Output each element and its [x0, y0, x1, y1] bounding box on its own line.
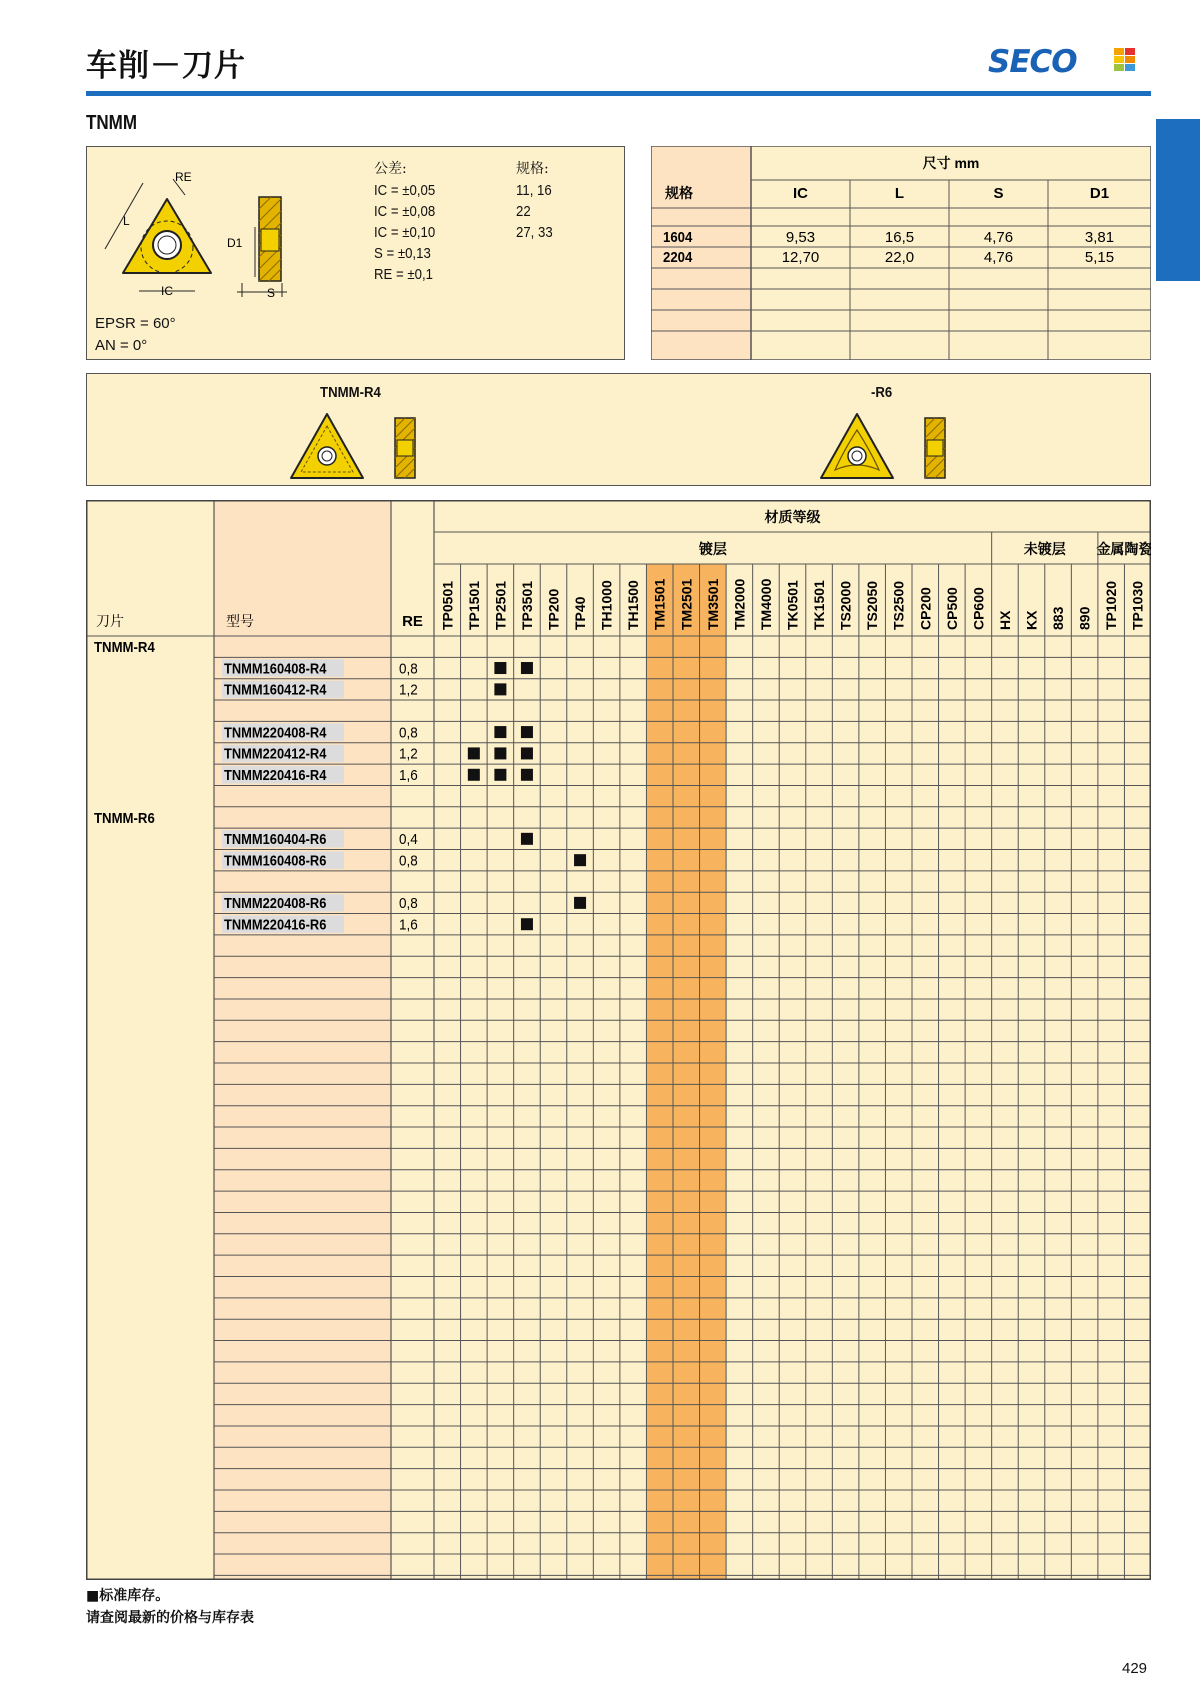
- re-cell: 0,8: [399, 724, 418, 742]
- model-cell: TNMM220408-R4: [223, 723, 327, 741]
- size-2: 27, 33: [516, 224, 553, 241]
- stock-mark: [574, 897, 586, 909]
- tolerance-2: IC = ±0,10: [374, 224, 436, 241]
- grade-th1000: TH1000: [598, 580, 615, 630]
- insert-col-header: 刀片: [96, 613, 124, 629]
- grade-cp500: CP500: [943, 587, 960, 630]
- dim-cell: 16,5: [884, 229, 915, 246]
- label-l: L: [123, 214, 130, 228]
- model-cell: TNMM220416-R4: [223, 766, 327, 784]
- re-cell: 0,8: [399, 660, 418, 678]
- epsr-text: EPSR = 60°: [95, 315, 176, 332]
- dim-cell: 4,76: [983, 249, 1014, 266]
- model-cell: TNMM160408-R4: [223, 659, 327, 677]
- dim-cell: 12,70: [781, 249, 820, 266]
- re-cell: 1,2: [399, 682, 418, 699]
- grade-table-grid: [86, 500, 1151, 1580]
- dim-size-label: 规格: [665, 185, 693, 201]
- grade-ts2000: TS2000: [837, 580, 854, 630]
- model-col-header: 型号: [226, 613, 254, 629]
- coated-group-header: 镀层: [698, 541, 727, 557]
- grade-890: 890: [1076, 606, 1093, 630]
- stock-mark: [521, 769, 533, 781]
- label-re: RE: [175, 170, 192, 184]
- grade-tp1020: TP1020: [1103, 580, 1120, 630]
- dim-cell: 9,53: [785, 229, 816, 246]
- grade-hx: HX: [996, 610, 1013, 630]
- label-r6: -R6: [871, 384, 893, 401]
- page-title: 车削－刀片: [86, 48, 246, 84]
- grade-tp3501: TP3501: [518, 580, 535, 630]
- dim-cell: 3,81: [1084, 229, 1115, 246]
- label-d1: D1: [227, 236, 243, 250]
- material-grade-header: 材质等级: [764, 509, 821, 525]
- logo-squares-icon: [1114, 48, 1136, 72]
- dim-col-s: S: [993, 185, 1004, 202]
- stock-note: ■标准库存。: [86, 1588, 170, 1604]
- tolerance-0: IC = ±0,05: [374, 182, 436, 199]
- grade-883: 883: [1050, 606, 1067, 630]
- section-title: TNMM: [86, 112, 137, 134]
- group-label: TNMM-R6: [94, 808, 155, 826]
- uncoated-group-header: 未镀层: [1023, 541, 1066, 557]
- logo-text: SECO: [988, 44, 1077, 80]
- stock-mark: [494, 726, 506, 738]
- grade-tp1501: TP1501: [465, 580, 482, 630]
- dim-cell: 4,76: [983, 229, 1014, 246]
- insert-dimension-diagram: [87, 147, 317, 307]
- re-cell: 0,8: [399, 895, 418, 913]
- grade-tp0501: TP0501: [439, 580, 456, 630]
- grade-tm1501: TM1501: [651, 578, 668, 630]
- model-cell: TNMM220412-R4: [223, 744, 327, 762]
- tolerance-1: IC = ±0,08: [374, 203, 436, 220]
- spec-panel: [86, 146, 625, 360]
- stock-mark: [521, 662, 533, 674]
- re-cell: 1,6: [399, 767, 418, 785]
- stock-mark: [494, 747, 506, 759]
- stock-mark: [521, 833, 533, 845]
- an-text: AN = 0°: [95, 337, 148, 354]
- re-cell: 1,2: [399, 746, 418, 763]
- stock-mark: [521, 726, 533, 738]
- grade-table: [86, 500, 1151, 1580]
- re-cell: 1,6: [399, 916, 418, 934]
- re-col-header: RE: [402, 613, 423, 630]
- grade-tm2000: TM2000: [731, 578, 748, 630]
- re-cell: 0,4: [399, 831, 418, 849]
- model-cell: TNMM220408-R6: [223, 894, 327, 912]
- stock-mark: [494, 769, 506, 781]
- stock-mark: [574, 854, 586, 866]
- tolerance-header: 公差: IC = ±0,05 IC = ±0,08 IC = ±0,10 S = ±0,13 RE = ±0,1: [374, 161, 436, 283]
- grade-cp200: CP200: [917, 587, 934, 630]
- model-cell: TNMM160404-R6: [223, 830, 327, 848]
- grade-ts2500: TS2500: [890, 580, 907, 630]
- tolerance-3: S = ±0,13: [374, 245, 431, 262]
- grade-tm3501: TM3501: [704, 578, 721, 630]
- model-cell: TNMM160408-R6: [223, 851, 327, 869]
- side-tab: [1156, 119, 1200, 281]
- dim-cell: 22,0: [884, 249, 915, 266]
- dim-col-ic: IC: [793, 185, 808, 202]
- seco-logo: [988, 44, 1148, 80]
- stock-mark: [494, 683, 506, 695]
- header-rule: [86, 91, 1151, 96]
- stock-mark: [521, 918, 533, 930]
- grade-tp2501: TP2501: [492, 580, 509, 630]
- grade-tp200: TP200: [545, 588, 562, 630]
- grade-tm4000: TM4000: [757, 578, 774, 630]
- dim-col-d1: D1: [1089, 185, 1110, 202]
- model-cell: TNMM220416-R6: [223, 915, 327, 933]
- re-cell: 0,8: [399, 852, 418, 870]
- insert-geometry-panel: [86, 373, 1151, 486]
- grade-tp40: TP40: [572, 596, 589, 630]
- stock-mark: [468, 747, 480, 759]
- label-tnmm-r4: TNMM-R4: [320, 384, 381, 401]
- page-number: 429: [1122, 1660, 1148, 1677]
- dim-group-header: 尺寸 mm: [922, 155, 980, 171]
- grade-kx: KX: [1023, 610, 1040, 630]
- size-0: 11, 16: [516, 182, 552, 199]
- dimension-table: [651, 146, 1151, 360]
- group-label: TNMM-R4: [94, 638, 155, 656]
- grade-tk0501: TK0501: [784, 580, 801, 630]
- grade-tk1501: TK1501: [811, 580, 828, 630]
- size-1: 22: [516, 203, 531, 220]
- grade-cp600: CP600: [970, 587, 987, 630]
- tnmm-r4-insert-icon: [287, 412, 417, 482]
- price-note: 请查阅最新的价格与库存表: [86, 1610, 254, 1626]
- label-s: S: [267, 286, 276, 300]
- cermet-group-header: 金属陶瓷: [1096, 541, 1151, 557]
- grade-th1500: TH1500: [625, 580, 642, 630]
- dim-cell: 5,15: [1084, 249, 1115, 266]
- stock-mark: [521, 747, 533, 759]
- stock-mark: [494, 662, 506, 674]
- dimension-table-grid: [651, 146, 1151, 360]
- tolerance-4: RE = ±0,1: [374, 266, 433, 283]
- dim-row-size: 1604: [663, 228, 693, 246]
- r6-insert-icon: [817, 412, 947, 482]
- label-ic: IC: [161, 284, 173, 298]
- grade-tm2501: TM2501: [678, 578, 695, 630]
- stock-mark: [468, 769, 480, 781]
- dim-row-size: 2204: [663, 248, 693, 266]
- dim-col-l: L: [894, 185, 905, 202]
- size-list: 规格: 11, 16 22 27, 33: [516, 161, 553, 241]
- model-cell: TNMM160412-R4: [223, 680, 327, 698]
- grade-ts2050: TS2050: [864, 580, 881, 630]
- grade-tp1030: TP1030: [1129, 580, 1146, 630]
